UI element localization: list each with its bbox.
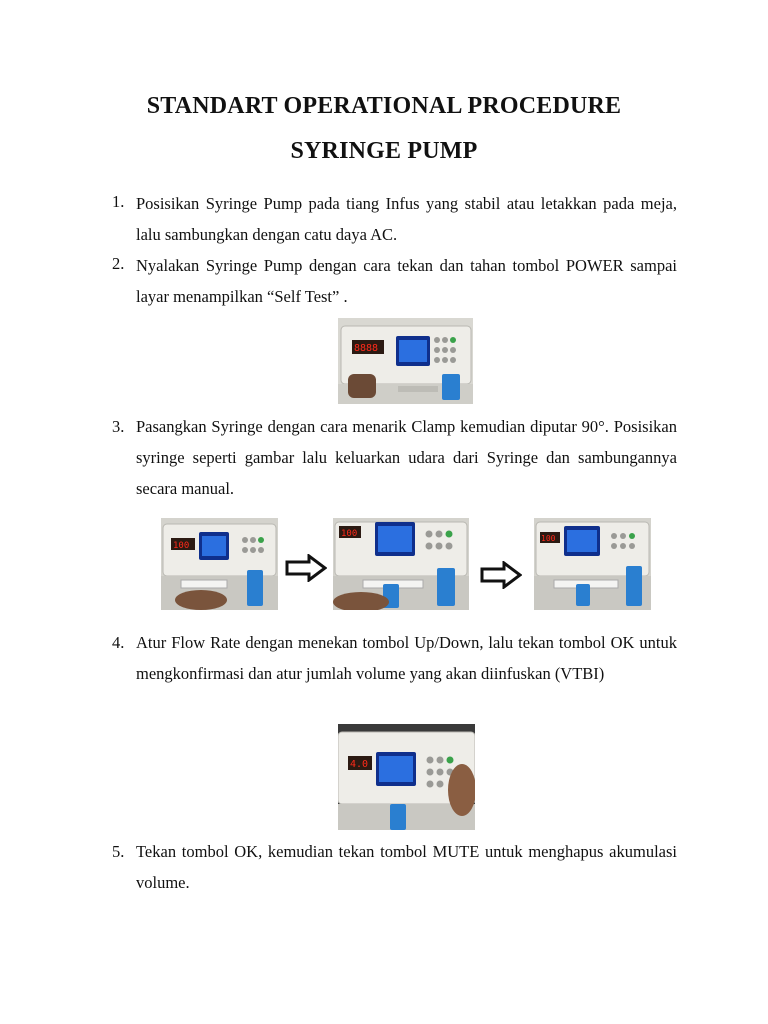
- page-title-line-2: SYRINGE PUMP: [290, 138, 478, 164]
- pump-led-display: 4.0: [350, 759, 369, 770]
- step-2-number: 2.: [112, 254, 125, 273]
- step-5-number: 5.: [112, 842, 125, 861]
- pump-led-display: 100: [173, 541, 190, 551]
- photo-step-2-self-test: [338, 318, 473, 404]
- step-4-number: 4.: [112, 633, 125, 652]
- step-1-number: 1.: [112, 192, 125, 211]
- right-arrow-icon: [480, 561, 522, 589]
- pump-led-display: 8888: [354, 343, 379, 354]
- photo-step-3-b: [333, 518, 469, 610]
- photo-step-3-a: [161, 518, 278, 610]
- step-3-text: Pasangkan Syringe dengan cara menarik Clamp kemudian diputar 90°. Posisikan syringe seperti gambar lalu keluarkan udara dari Syringe dan sambungannya secara manual.: [136, 417, 677, 498]
- page-title-line-1: STANDART OPERATIONAL PROCEDURE: [146, 93, 622, 119]
- step-4-text: Atur Flow Rate dengan menekan tombol Up/Down, lalu tekan tombol OK untuk mengkonfirmasi dan atur jumlah volume yang akan diinfuskan (VTBI): [136, 633, 677, 683]
- right-arrow-icon: [285, 554, 327, 582]
- step-1-text: Posisikan Syringe Pump pada tiang Infus yang stabil atau letakkan pada meja, lalu sambungkan dengan catu daya AC.: [136, 194, 677, 244]
- photo-step-4: [338, 724, 475, 830]
- step-3-number: 3.: [112, 417, 125, 436]
- photo-step-3-c: [534, 518, 651, 610]
- step-5-text: Tekan tombol OK, kemudian tekan tombol MUTE untuk menghapus akumulasi volume.: [136, 842, 677, 892]
- pump-led-display: 100: [541, 534, 556, 543]
- step-2-text: Nyalakan Syringe Pump dengan cara tekan dan tahan tombol POWER sampai layar menampilkan “Self Test” .: [136, 256, 677, 306]
- pump-led-display: 100: [341, 529, 358, 539]
